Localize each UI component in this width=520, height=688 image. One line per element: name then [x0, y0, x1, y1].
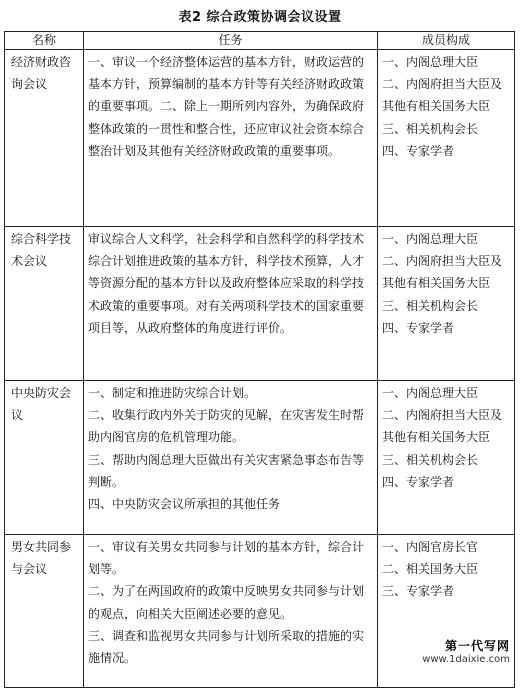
member-item: 一、内阁官房长官: [382, 540, 479, 554]
task-paragraph: 二、收集行政内外关于防灾的见解，在灾害发生时帮助内阁官房的危机管理功能。: [88, 408, 365, 445]
task-paragraph: 三、帮助内阁总理大臣做出有关灾害紧急事态布告等判断。: [88, 452, 365, 489]
watermark-text: 第一代写网: [444, 639, 510, 653]
watermark-url: www.1daixie.com: [422, 654, 510, 665]
task-paragraph: 四、中央防灾会议所承担的其他任务: [88, 497, 281, 512]
member-item: 二、内阁府担当大臣及其他有相关国务大臣: [382, 408, 503, 445]
council-task: [84, 50, 378, 227]
header-name: 名称: [5, 32, 84, 50]
task-paragraph: 一、审议有关男女共同参与计划的基本方针，综合计划等。: [88, 540, 365, 577]
policy-council-table: [4, 31, 515, 688]
council-name: 经济财政咨询会议: [5, 50, 84, 227]
council-name: 综合科学技术会议: [5, 227, 84, 381]
council-members: [378, 381, 515, 535]
header-members: 成员构成: [378, 32, 515, 50]
member-item: 三、相关机构会长: [382, 298, 479, 313]
council-name: 中央防灾会议: [5, 381, 84, 535]
council-task: [84, 535, 378, 688]
member-item: 二、内阁府担当大臣及其他有相关国务大臣: [382, 77, 503, 114]
council-task: [84, 227, 378, 381]
task-paragraph: 一、制定和推进防灾综合计划。: [88, 386, 257, 400]
member-item: 一、内阁总理大臣: [382, 232, 479, 246]
table-row: [5, 381, 515, 535]
watermark: [422, 637, 510, 665]
table-row: [5, 227, 515, 381]
council-members: [378, 227, 515, 381]
member-item: 二、内阁府担当大臣及其他有相关国务大臣: [382, 254, 503, 291]
task-paragraph: 三、调查和监视男女共同参与计划所采取的措施的实施情况。: [88, 628, 365, 666]
member-item: 四、专家学者: [382, 474, 455, 489]
member-item: 四、专家学者: [382, 320, 455, 335]
council-members: [378, 50, 515, 227]
member-item: 四、专家学者: [382, 143, 455, 158]
council-task: [84, 381, 378, 535]
member-item: 一、内阁总理大臣: [382, 55, 479, 69]
task-paragraph: 一、审议一个经济整体运营的基本方针，财政运营的基本方针，预算编制的基本方针等有关经济财政政策的重要事项。二、除上一期所列内容外，为确保政府整体政策的一贯性和整合性，还应审议社会资本综合整治计划及其他有关经济财政政策的重要事项。: [88, 55, 365, 158]
member-item: 二、相关国务大臣: [382, 562, 479, 577]
member-item: 一、内阁总理大臣: [382, 386, 479, 400]
task-paragraph: 二、为了在两国政府的政策中反映男女共同参与计划的观点，向相关大臣阐述必要的意见。: [88, 584, 365, 621]
table-header-row: [5, 32, 515, 50]
member-item: 三、相关机构会长: [382, 452, 479, 467]
member-item: 三、专家学者: [382, 584, 455, 599]
council-name: 男女共同参与会议: [5, 535, 84, 688]
member-item: 三、相关机构会长: [382, 121, 479, 136]
task-paragraph: 审议综合人文科学，社会科学和自然科学的科学技术综合计划推进政策的基本方针，科学技术预算，人才等资源分配的基本方针以及政府整体应采取的科学技术政策的重要事项。对有关两项科学技术的国家重要项目等，从政府整体的角度进行评价。: [88, 232, 365, 335]
table-caption: 表2 综合政策协调会议设置: [178, 10, 342, 25]
table-row: [5, 50, 515, 227]
header-task: 任务: [84, 32, 378, 50]
